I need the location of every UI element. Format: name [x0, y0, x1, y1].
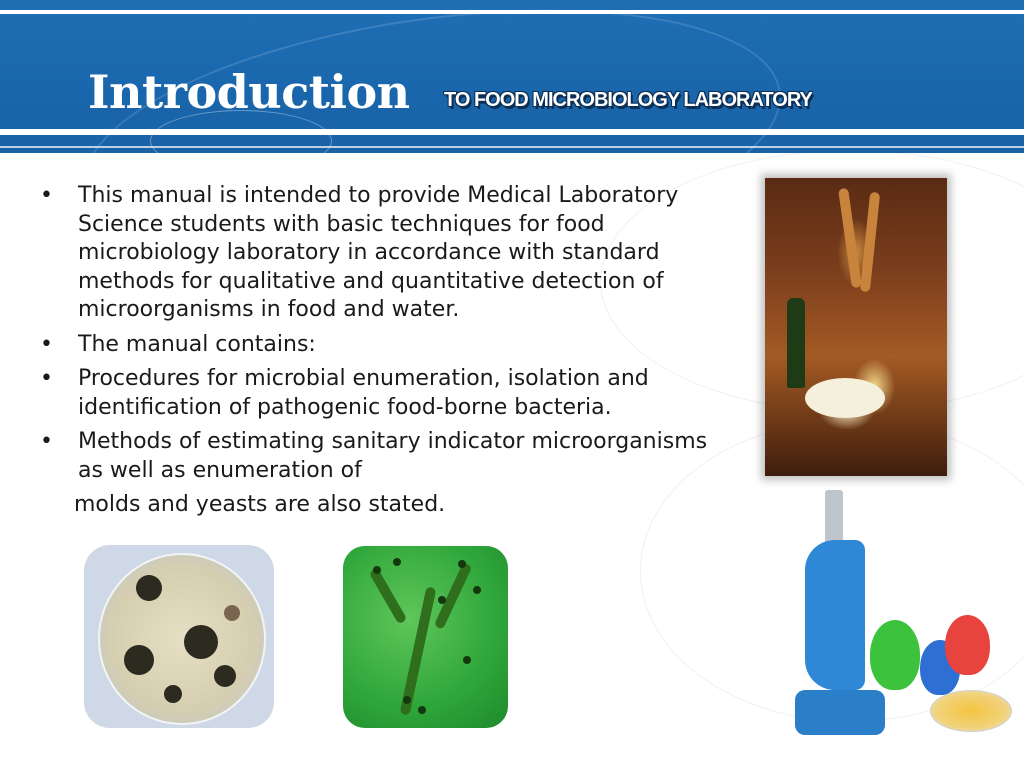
hypha	[369, 568, 408, 625]
petri-dish-photo	[84, 545, 274, 728]
bullet-item	[38, 182, 738, 325]
bullet-list	[38, 182, 738, 520]
slide-title: Introduction	[88, 65, 410, 119]
bullet-icon: •	[40, 429, 53, 454]
wine-bottle	[787, 298, 805, 388]
spore	[418, 706, 426, 714]
bread-stick	[838, 188, 862, 288]
spore	[458, 560, 466, 568]
green-flask	[870, 620, 920, 690]
petri-dish	[98, 553, 266, 725]
spore	[373, 566, 381, 574]
mold-colony	[136, 575, 162, 601]
header-banner	[0, 0, 1024, 153]
spore	[473, 586, 481, 594]
microscope-body	[805, 540, 865, 690]
spore	[403, 696, 411, 704]
food-photo	[765, 178, 947, 476]
spore	[463, 656, 471, 664]
cheese-plate	[805, 378, 885, 418]
mold-colony	[124, 645, 154, 675]
bullet-icon: •	[40, 366, 53, 391]
mold-micrograph	[343, 546, 508, 728]
spore	[393, 558, 401, 566]
lab-equipment-illustration	[785, 490, 1015, 760]
bread-stick	[860, 192, 880, 292]
microscope-base	[795, 690, 885, 735]
red-flask	[945, 615, 990, 675]
mold-colony	[214, 665, 236, 687]
bullet-icon: •	[40, 183, 53, 208]
bullet-item	[38, 365, 738, 422]
mold-colony	[164, 685, 182, 703]
mold-colony	[224, 605, 240, 621]
bullet-text: Methods of estimating sanitary indicator microorganisms as well as enumeration of	[78, 429, 708, 483]
bullet-item	[38, 331, 738, 360]
bullet-text: This manual is intended to provide Medical Laboratory Science students with basic techniques for food microbiology laboratory in accordance with standard methods for qualitative and quantitative detection of microorganisms in food and water.	[78, 183, 679, 322]
bullet-item	[38, 428, 738, 485]
slide-subtitle: TO FOOD MICROBIOLOGY LABORATORY	[444, 89, 812, 111]
mold-colony	[184, 625, 218, 659]
bullet-icon: •	[40, 331, 53, 357]
yellow-petri-dish	[930, 690, 1012, 732]
bullet-text: The manual contains:	[78, 331, 316, 357]
continuation-text: molds and yeasts are also stated.	[74, 492, 446, 517]
bullet-text: Procedures for microbial enumeration, isolation and identification of pathogenic food-borne bacteria.	[78, 366, 649, 420]
spore	[438, 596, 446, 604]
